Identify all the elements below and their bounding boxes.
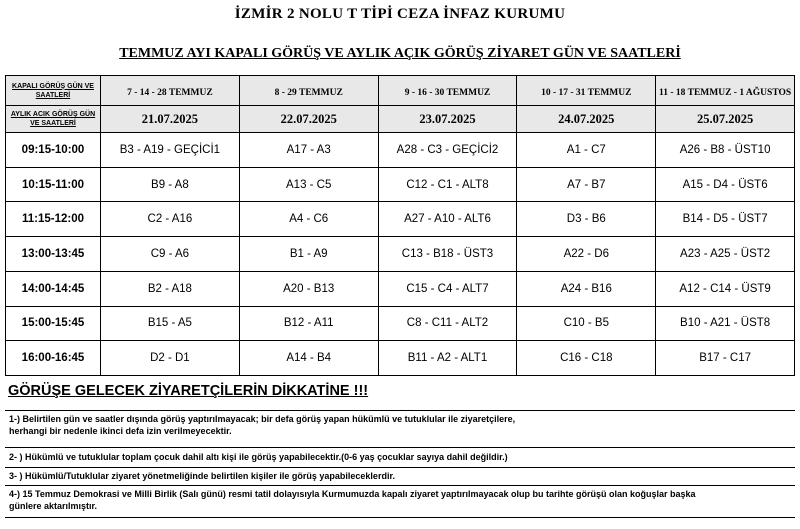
date-header-cell — [239, 106, 378, 133]
time-slot-cell: 11:15-12:00 — [6, 202, 101, 237]
table-row — [6, 237, 795, 272]
ward-cell: C8 - C11 - ALT2 — [378, 306, 517, 341]
notice-heading: GÖRÜŞE GELECEK ZİYARETÇİLERİN DİKKATİNE !!! — [8, 383, 369, 399]
ward-cell: C9 - A6 — [101, 237, 240, 272]
table-row — [6, 341, 795, 376]
week-header: 11 - 18 TEMMUZ - 1 AĞUSTOS — [659, 87, 792, 98]
date-header: 24.07.2025 — [558, 112, 615, 126]
time-slot-cell: 09:15-10:00 — [6, 133, 101, 168]
week-header: 9 - 16 - 30 TEMMUZ — [404, 87, 491, 98]
week-header-cell — [517, 76, 656, 106]
table-row — [6, 306, 795, 341]
ward-cell: B15 - A5 — [101, 306, 240, 341]
ward-cell: C12 - C1 - ALT8 — [378, 167, 517, 202]
date-header-cell — [101, 106, 240, 133]
time-slot-cell: 16:00-16:45 — [6, 341, 101, 376]
date-header: 23.07.2025 — [419, 112, 476, 126]
ward-cell: C13 - B18 - ÜST3 — [378, 237, 517, 272]
ward-cell: A7 - B7 — [517, 167, 656, 202]
date-header: 21.07.2025 — [141, 112, 199, 126]
notice-item-line: günlere aktarılmıştır. — [9, 501, 98, 511]
notice-item-line: 4-) 15 Temmuz Demokrasi ve Milli Birlik (Salı günü) resmi tatil dolayısıyla Kurmumuzda kapalı ziyaret yaptırılmayacak olup bu tarihte görüşü olan koğuşlar başka — [9, 489, 696, 499]
ward-cell: A1 - C7 — [517, 133, 656, 168]
closed-visit-label: KAPALI GÖRÜŞ GÜN VE SAATLERİ — [12, 82, 94, 99]
notice-item-line: 1-) Belirtilen gün ve saatler dışında görüş yaptırılmayacak; bir defa görüş yapan hükümlü ve tutuklular ile ziyaretçilere, — [9, 414, 516, 424]
ward-cell: D3 - B6 — [517, 202, 656, 237]
page-subtitle: TEMMUZ AYI KAPALI GÖRÜŞ VE AYLIK AÇIK GÖRÜŞ ZİYARET GÜN VE SAATLERİ — [119, 46, 681, 61]
open-visit-label-cell — [6, 106, 101, 133]
week-header: 10 - 17 - 31 TEMMUZ — [541, 87, 632, 98]
table-row — [6, 202, 795, 237]
ward-cell: A4 - C6 — [239, 202, 378, 237]
visit-schedule-table — [5, 75, 795, 376]
ward-cell: A27 - A10 - ALT6 — [378, 202, 517, 237]
date-header-cell — [517, 106, 656, 133]
ward-cell: C2 - A16 — [101, 202, 240, 237]
page-title: İZMİR 2 NOLU T TİPİ CEZA İNFAZ KURUMU — [234, 6, 566, 22]
ward-cell: A20 - B13 — [239, 271, 378, 306]
notice-item-line: 2- ) Hükümlü ve tutuklular toplam çocuk dahil altı kişi ile görüş yapabilecektir.(0-6 yaş çocuklar sayıya dahil değildir.) — [9, 452, 508, 462]
ward-cell: B9 - A8 — [101, 167, 240, 202]
ward-cell: A26 - B8 - ÜST10 — [656, 133, 795, 168]
ward-cell: B11 - A2 - ALT1 — [378, 341, 517, 376]
date-header-cell — [656, 106, 795, 133]
closed-visit-label-cell — [6, 76, 101, 106]
table-row — [6, 133, 795, 168]
table-row — [6, 167, 795, 202]
ward-cell: B14 - D5 - ÜST7 — [656, 202, 795, 237]
time-slot-cell: 10:15-11:00 — [6, 167, 101, 202]
ward-cell: A13 - C5 — [239, 167, 378, 202]
ward-cell: B1 - A9 — [239, 237, 378, 272]
week-header-cell — [101, 76, 240, 106]
notice-item — [5, 447, 795, 467]
notice-item — [5, 410, 795, 447]
ward-cell: A17 - A3 — [239, 133, 378, 168]
ward-cell: A14 - B4 — [239, 341, 378, 376]
ward-cell: A23 - A25 - ÜST2 — [656, 237, 795, 272]
ward-cell: C15 - C4 - ALT7 — [378, 271, 517, 306]
ward-cell: A22 - D6 — [517, 237, 656, 272]
ward-cell: B2 - A18 — [101, 271, 240, 306]
ward-cell: B17 - C17 — [656, 341, 795, 376]
date-header: 25.07.2025 — [696, 112, 754, 126]
table-header-row-dates — [6, 106, 795, 133]
ward-cell: A24 - B16 — [517, 271, 656, 306]
table-row — [6, 271, 795, 306]
week-header-cell — [378, 76, 517, 106]
ward-cell: A15 - D4 - ÜST6 — [656, 167, 795, 202]
ward-cell: C10 - B5 — [517, 306, 656, 341]
notice-item-line: 3- ) Hükümlü/Tutuklular ziyaret yönetmeliğinde belirtilen kişiler ile görüş yapabileceklerdir. — [9, 471, 395, 481]
week-header-cell — [239, 76, 378, 106]
ward-cell: A12 - C14 - ÜST9 — [656, 271, 795, 306]
time-slot-cell: 13:00-13:45 — [6, 237, 101, 272]
ward-cell: A28 - C3 - GEÇİCİ2 — [378, 133, 517, 168]
ward-cell: B3 - A19 - GEÇİCİ1 — [101, 133, 240, 168]
ward-cell: D2 - D1 — [101, 341, 240, 376]
notice-item-line: herhangi bir nedenle ikinci defa izin verilmeyecektir. — [9, 426, 232, 436]
week-header: 7 - 14 - 28 TEMMUZ — [127, 87, 213, 98]
week-header: 8 - 29 TEMMUZ — [274, 87, 343, 98]
notice-item — [5, 485, 795, 518]
notice-item — [5, 467, 795, 485]
ward-cell: C16 - C18 — [517, 341, 656, 376]
week-header-cell — [656, 76, 795, 106]
date-header: 22.07.2025 — [280, 112, 337, 126]
time-slot-cell: 14:00-14:45 — [6, 271, 101, 306]
date-header-cell — [378, 106, 517, 133]
table-header-row-weeks — [6, 76, 795, 106]
ward-cell: B10 - A21 - ÜST8 — [656, 306, 795, 341]
time-slot-cell: 15:00-15:45 — [6, 306, 101, 341]
ward-cell: B12 - A11 — [239, 306, 378, 341]
open-visit-label: AYLIK ACIK GÖRÜŞ GÜN VE SAATLERİ — [10, 111, 96, 127]
